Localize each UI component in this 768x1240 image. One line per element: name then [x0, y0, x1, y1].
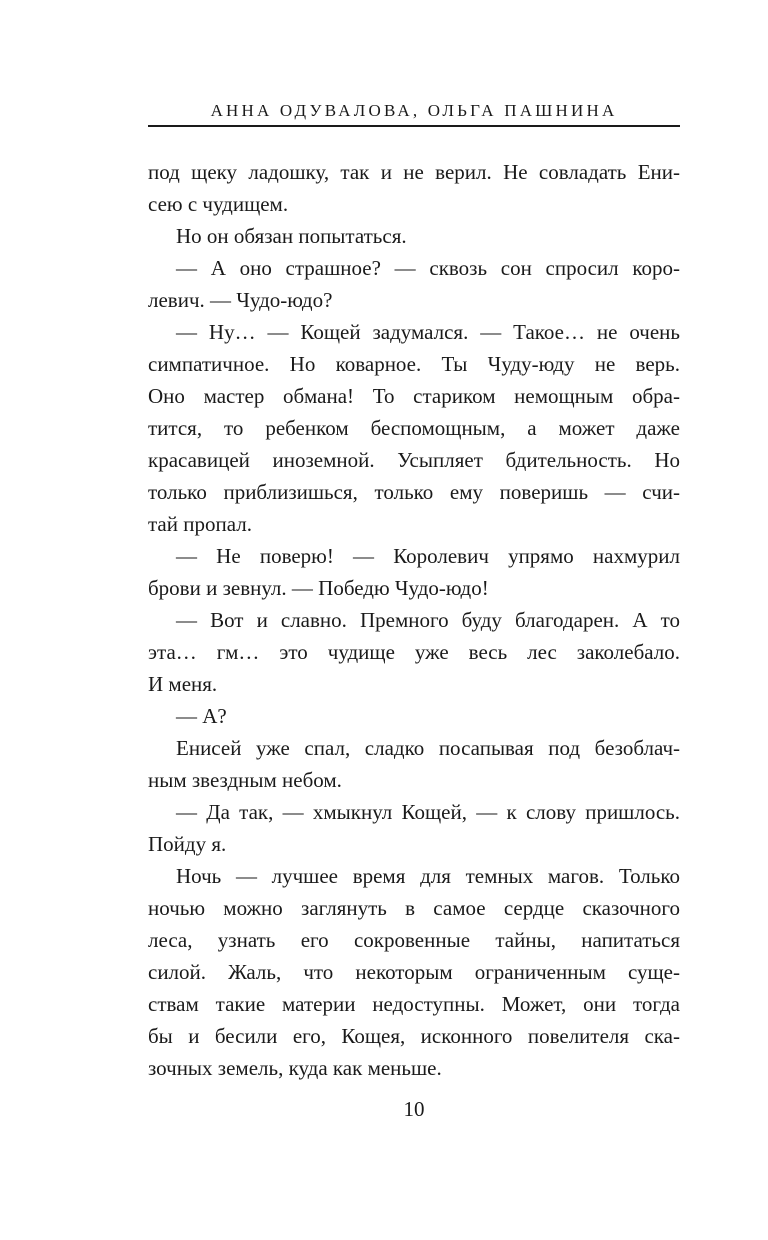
text-line: брови и зевнул. — Победю Чудо-юдо!	[148, 576, 489, 600]
text-line: ствам такие материи недоступны. Может, они тогда	[148, 992, 680, 1016]
text-line: — Не поверю! — Королевич упрямо нахмурил	[176, 544, 680, 568]
text-line: — Ну… — Кощей задумался. — Такое… не очень	[176, 320, 680, 344]
text-line: Ночь — лучшее время для темных магов. Только	[176, 864, 680, 888]
body-text	[148, 156, 680, 1084]
text-line: леса, узнать его сокровенные тайны, напитаться	[148, 928, 680, 952]
text-line: силой. Жаль, что некоторым ограниченным суще-	[148, 960, 680, 984]
running-head: АННА ОДУВАЛОВА, ОЛЬГА ПАШНИНА	[210, 101, 618, 120]
text-line: эта… гм… это чудище уже весь лес заколебало.	[148, 640, 680, 664]
text-line: — А оно страшное? — сквозь сон спросил коро-	[176, 256, 680, 280]
text-line: левич. — Чудо-юдо?	[148, 288, 333, 312]
text-line: Но он обязан попытаться.	[176, 224, 407, 248]
text-line: Оно мастер обмана! То стариком немощным обра-	[148, 384, 680, 408]
text-line: бы и бесили его, Кощея, исконного повелителя ска-	[148, 1024, 680, 1048]
text-line: симпатичное. Но коварное. Ты Чуду-юду не верь.	[148, 352, 680, 376]
text-line: И меня.	[148, 672, 218, 696]
text-line: Енисей уже спал, сладко посапывая под безоблач-	[176, 736, 680, 760]
text-line: тай пропал.	[148, 512, 252, 536]
text-line: под щеку ладошку, так и не верил. Не совладать Ени-	[148, 160, 680, 184]
text-line: — А?	[176, 704, 227, 728]
text-line: красавицей иноземной. Усыпляет бдительность. Но	[148, 448, 680, 472]
text-line: только приблизишься, только ему поверишь — счи-	[148, 480, 680, 504]
text-line: ным звездным небом.	[148, 768, 342, 792]
header-rule	[148, 125, 680, 127]
text-line: тится, то ребенком беспомощным, а может даже	[148, 416, 680, 440]
text-line: ночью можно заглянуть в самое сердце сказочного	[148, 896, 680, 920]
text-line: сею с чудищем.	[148, 192, 289, 216]
text-line: — Да так, — хмыкнул Кощей, — к слову пришлось.	[176, 800, 680, 824]
text-line: Пойду я.	[148, 832, 227, 856]
page-number: 10	[403, 1097, 425, 1121]
text-line: — Вот и славно. Премного буду благодарен. А то	[176, 608, 680, 632]
text-line: зочных земель, куда как меньше.	[148, 1056, 442, 1080]
